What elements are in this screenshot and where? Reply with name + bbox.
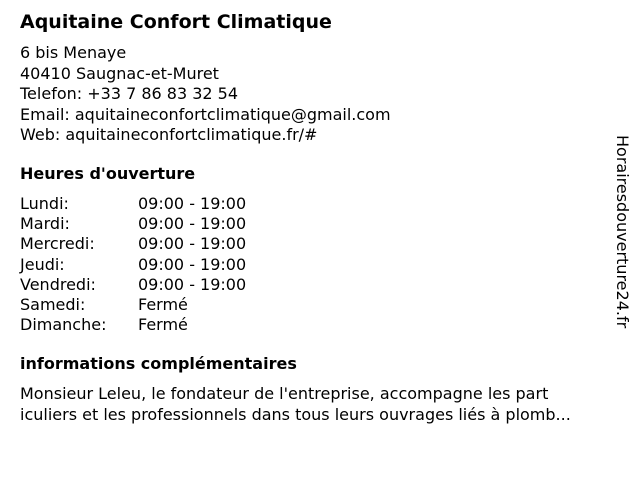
hours-time: 09:00 - 19:00 bbox=[138, 254, 247, 274]
hours-day: Mercredi: bbox=[20, 234, 95, 254]
hours-time: 09:00 - 19:00 bbox=[138, 234, 247, 254]
phone-text: Telefon: +33 7 86 83 32 54 bbox=[20, 84, 239, 103]
hours-time: 09:00 - 19:00 bbox=[138, 214, 247, 234]
hours-time: Fermé bbox=[138, 315, 188, 335]
info-heading: informations complémentaires bbox=[20, 354, 297, 373]
hours-row-monday bbox=[20, 194, 246, 214]
hours-row-friday bbox=[20, 275, 246, 295]
hours-heading: Heures d'ouverture bbox=[20, 164, 196, 183]
site-watermark: Horairesdouverture24.fr bbox=[613, 135, 632, 329]
hours-time: 09:00 - 19:00 bbox=[138, 194, 247, 213]
hours-row-saturday bbox=[20, 295, 246, 315]
hours-row-sunday bbox=[20, 315, 246, 335]
hours-row-thursday bbox=[20, 255, 246, 275]
web-text: Web: aquitaineconfortclimatique.fr/# bbox=[20, 125, 318, 144]
hours-day: Dimanche: bbox=[20, 315, 107, 335]
info-description bbox=[20, 384, 625, 425]
hours-day: Samedi: bbox=[20, 295, 86, 315]
hours-table bbox=[20, 194, 246, 335]
address-street: 6 bis Menaye bbox=[20, 43, 127, 62]
hours-time: Fermé bbox=[138, 295, 188, 315]
hours-row-wednesday bbox=[20, 234, 246, 254]
hours-day: Lundi: bbox=[20, 194, 69, 213]
hours-row-tuesday bbox=[20, 214, 246, 234]
contact-block bbox=[20, 43, 391, 146]
hours-day: Mardi: bbox=[20, 214, 70, 234]
info-line: iculiers et les professionnels dans tous leurs ouvrages liés à plomb... bbox=[20, 404, 571, 424]
hours-time: 09:00 - 19:00 bbox=[138, 274, 247, 294]
business-name: Aquitaine Confort Climatique bbox=[20, 11, 332, 33]
email-text: Email: aquitaineconfortclimatique@gmail.com bbox=[20, 104, 391, 124]
address-city: 40410 Saugnac-et-Muret bbox=[20, 63, 219, 83]
hours-day: Vendredi: bbox=[20, 274, 96, 294]
hours-day: Jeudi: bbox=[20, 254, 65, 274]
info-line: Monsieur Leleu, le fondateur de l'entreprise, accompagne les part bbox=[20, 384, 549, 403]
